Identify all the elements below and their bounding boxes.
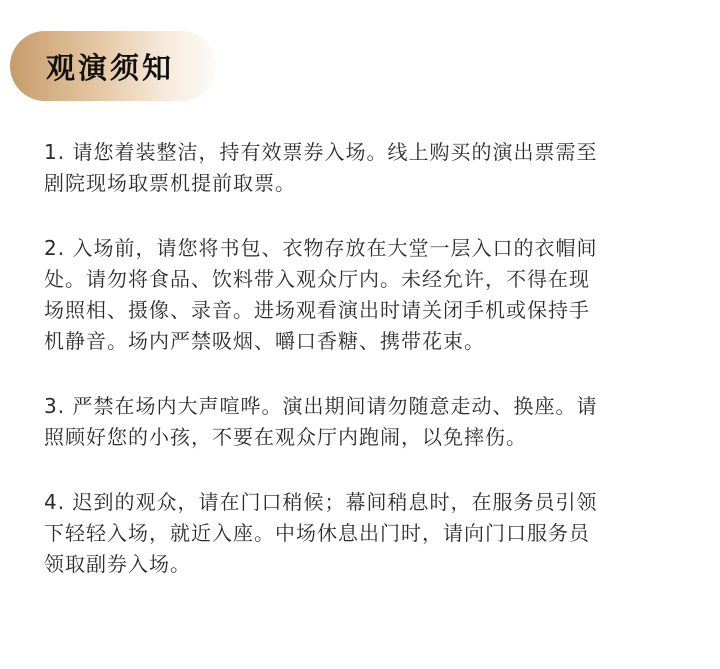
notice-line: 照顾好您的小孩，不要在观众厅内跑闹，以免摔伤。 (44, 425, 527, 449)
notice-list (44, 137, 694, 580)
notice-line: 处。请勿将食品、饮料带入观众厅内。未经允许，不得在现 (44, 267, 590, 291)
notice-line: 1. 请您着装整洁，持有效票券入场。线上购买的演出票需至 (44, 140, 598, 164)
notice-line: 下轻轻入场，就近入座。中场休息出门时，请向门口服务员 (44, 521, 590, 545)
notice-item-2 (44, 233, 694, 357)
notice-item-3 (44, 391, 694, 453)
notice-line: 2. 入场前，请您将书包、衣物存放在大堂一层入口的衣帽间 (44, 236, 598, 260)
notice-item-1 (44, 137, 694, 199)
notice-line: 领取副券入场。 (44, 552, 191, 576)
page-title: 观演须知 (46, 50, 175, 85)
title-badge (10, 31, 216, 101)
notice-line: 4. 迟到的观众，请在门口稍候；幕间稍息时，在服务员引领 (44, 490, 598, 514)
notice-line: 机静音。场内严禁吸烟、嚼口香糖、携带花束。 (44, 329, 485, 353)
notice-line: 3. 严禁在场内大声喧哗。演出期间请勿随意走动、换座。请 (44, 394, 598, 418)
notice-line: 剧院现场取票机提前取票。 (44, 171, 296, 195)
notice-line: 场照相、摄像、录音。进场观看演出时请关闭手机或保持手 (44, 298, 590, 322)
notice-item-4 (44, 487, 694, 580)
